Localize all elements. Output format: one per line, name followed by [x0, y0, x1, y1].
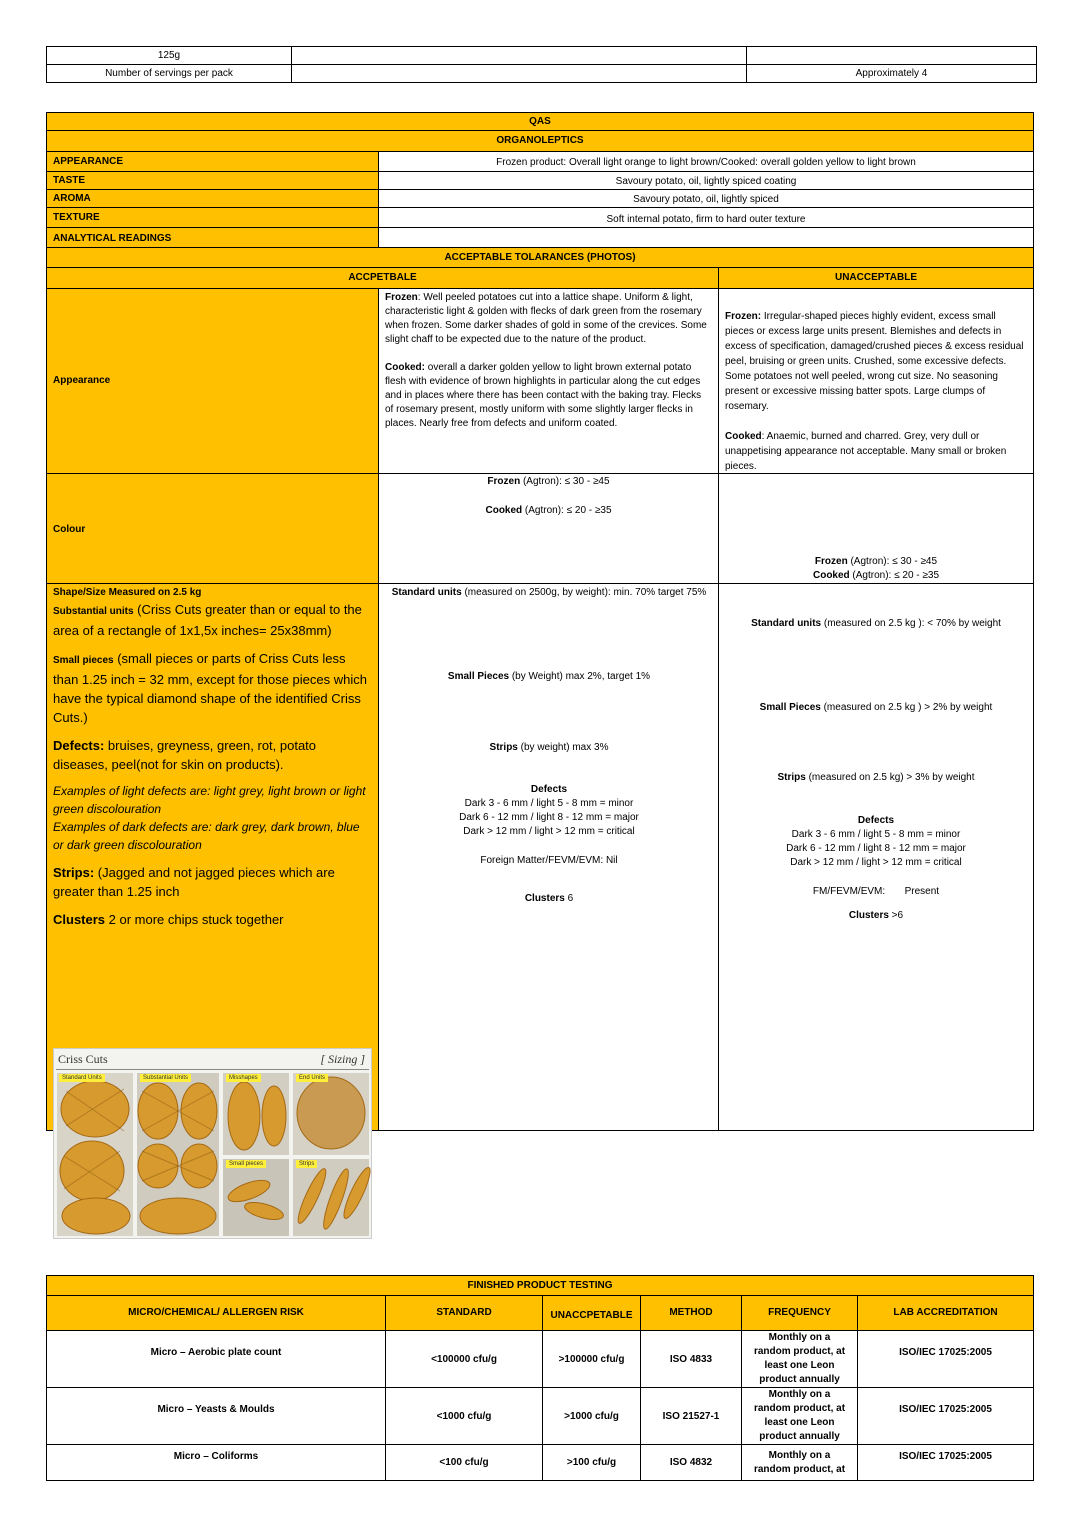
pack-size-cell	[47, 47, 292, 65]
risk-text: Micro – Aerobic plate count	[150, 1347, 282, 1358]
header-text: STANDARD	[436, 1307, 492, 1318]
un-strips	[719, 771, 1033, 785]
label-bold: Frozen:	[725, 311, 762, 322]
risk-cell	[47, 1331, 386, 1387]
shape-acceptable-cell	[379, 584, 719, 1130]
row-label-taste	[47, 172, 379, 190]
text: overall a darker golden yellow to light brown external potato flesh with evidence of brown highlights in particular along the cut edges and in places where there has been contact with the baking tray. Flecks of rosemary present, mostly uniform with some slightly larger flecks in places. Nearly free from defects and uniform coated.	[385, 362, 702, 429]
appearance-label: Appearance	[53, 375, 111, 386]
row-label-appearance	[47, 152, 379, 172]
label-bold: Cooked	[725, 431, 762, 442]
label-bold: Clusters	[524, 893, 565, 904]
colour-unacceptable-cell	[719, 474, 1033, 584]
risk-cell	[47, 1388, 386, 1444]
risk-text: Micro – Coliforms	[173, 1451, 259, 1462]
label-bold: Strips	[489, 742, 518, 753]
label-bold: Clusters	[53, 912, 106, 927]
appearance-label-cell	[47, 289, 379, 474]
row-value-texture	[379, 208, 1033, 228]
standard-text: <100 cfu/g	[439, 1457, 489, 1468]
spacer	[725, 414, 1027, 429]
small-pieces	[53, 649, 372, 727]
text: (Agtron): ≤ 20 - ≥35	[522, 505, 612, 516]
label-bold: Cooked	[812, 570, 850, 581]
unacceptable-text: >100000 cfu/g	[558, 1354, 625, 1365]
shape-label-cell	[47, 584, 379, 1167]
defects-def	[53, 736, 372, 774]
row-value-taste	[379, 172, 1033, 190]
value-text: Soft internal potato, firm to hard outer texture	[606, 213, 806, 225]
label-bold: Strips:	[53, 865, 95, 880]
frequency-text: Monthly on a random product, at	[753, 1450, 846, 1475]
lab-text: ISO/IEC 17025:2005	[899, 1347, 992, 1358]
appearance-un-cooked	[725, 429, 1027, 474]
frequency-text: Monthly on a random product, at least one Leon product annually	[753, 1389, 846, 1442]
method-text: ISO 4833	[669, 1354, 713, 1365]
appearance-un-frozen	[725, 309, 1027, 414]
acc-defect-critical: Dark > 12 mm / light > 12 mm = critical	[463, 826, 635, 837]
label-text: AROMA	[53, 192, 91, 204]
method-text: ISO 21527-1	[662, 1411, 720, 1422]
lab-text: ISO/IEC 17025:2005	[899, 1404, 992, 1415]
photo-divider	[56, 1069, 369, 1070]
lab-text: ISO/IEC 17025:2005	[899, 1451, 992, 1462]
strips-def	[53, 863, 372, 901]
fpt-header-standard	[386, 1296, 543, 1331]
value-text: Savoury potato, oil, lightly spiced	[633, 193, 779, 205]
un-small-pieces	[719, 701, 1033, 715]
text: (Criss Cuts greater than or equal to the area of a rectangle of 1x1,5x inches= 25x38mm)	[53, 602, 362, 638]
appearance-acc-cooked	[385, 361, 712, 431]
label-bold: Small Pieces	[759, 702, 821, 713]
row-value-appearance	[379, 152, 1033, 172]
frequency-cell	[742, 1331, 858, 1387]
organoleptics-title	[47, 131, 1033, 152]
shape-title: Shape/Size Measured on 2.5 kg	[53, 587, 202, 598]
frequency-cell	[742, 1388, 858, 1444]
label-bold: Small pieces	[53, 655, 114, 666]
acceptable-header	[47, 268, 719, 289]
header-text: UNACCPETABLE	[550, 1310, 633, 1321]
photo-tag-misshapes: Misshapes	[226, 1074, 261, 1082]
fpt-header-method	[641, 1296, 742, 1331]
acc-clusters	[379, 892, 719, 906]
finished-product-testing-table	[46, 1275, 1034, 1481]
text: (Jagged and not jagged pieces which are greater than 1.25 inch	[53, 865, 335, 899]
text: bruises, greyness, green, rot, potato diseases, peel(not for skin on products).	[53, 738, 317, 772]
standard-text: <1000 cfu/g	[436, 1411, 492, 1422]
colour-acceptable-cell	[379, 474, 719, 584]
header-text: FREQUENCY	[768, 1307, 831, 1318]
photo-tag-substantial: Substantial Units	[140, 1074, 191, 1082]
standard-text: <100000 cfu/g	[431, 1354, 497, 1365]
standard-cell	[386, 1388, 543, 1444]
row-value-aroma	[379, 190, 1033, 208]
label-bold: Frozen	[814, 556, 848, 567]
substantial-units	[53, 600, 372, 640]
colour-acc-frozen	[379, 475, 718, 489]
appearance-unacceptable-cell	[719, 289, 1033, 474]
label-bold: Frozen	[487, 476, 521, 487]
qas-title-text: QAS	[529, 115, 551, 127]
row-value-analytical	[379, 228, 1033, 248]
text: : Well peeled potatoes cut into a lattice shape. Uniform & light, characteristic light & golden with flecks of dark green from the rosemary when frozen. Some darker shades of gold in some of the crevices. Some slight chaff to be expected due to the nature of the product.	[385, 292, 707, 345]
photo-sizing: [ Sizing ]	[320, 1052, 365, 1066]
fpt-row-3	[47, 1445, 1033, 1480]
fpt-header-risk	[47, 1296, 386, 1331]
colour-un-frozen	[719, 555, 1033, 569]
fpt-header-lab	[858, 1296, 1033, 1331]
text: (measured on 2.5 kg) > 3% by weight	[805, 772, 975, 783]
photo-title: Criss Cuts	[58, 1052, 108, 1066]
text: (Agtron): ≤ 20 - ≥35	[849, 570, 940, 581]
lab-cell	[858, 1331, 1033, 1387]
text: : Anaemic, burned and charred. Grey, very dull or unappetising appearance not acceptable. Many small or broken pieces.	[725, 431, 1007, 472]
unacceptable-cell	[543, 1445, 641, 1480]
unacceptable-cell	[543, 1388, 641, 1444]
text: 6	[564, 893, 574, 904]
acc-strips	[379, 741, 719, 755]
spacer	[379, 489, 718, 504]
risk-cell	[47, 1445, 386, 1480]
fpt-header-unacceptable	[543, 1296, 641, 1331]
header-text: LAB ACCREDITATION	[893, 1307, 998, 1318]
label-text: ANALYTICAL READINGS	[53, 233, 172, 244]
unacceptable-header-text: UNACCEPTABLE	[834, 272, 918, 283]
text: (measured on 2.5 kg ): < 70% by weight	[821, 618, 1001, 629]
header-text: METHOD	[669, 1307, 713, 1318]
clusters-def	[53, 910, 372, 929]
method-cell	[641, 1445, 742, 1480]
acc-defect-major: Dark 6 - 12 mm / light 8 - 12 mm = major	[459, 812, 639, 823]
text: Irregular-shaped pieces highly evident, excess small pieces or excess large units present. Blemishes and defects in excess of specification, damaged/crushed pieces & excess residual peel, bruising or green units. Crushed, some excessive defects. Some potatoes not well peeled, wrong cut size. No seasoning present or excessive missing batter spots. Large clumps of rosemary.	[725, 311, 1024, 412]
frequency-text: Monthly on a random product, at least one Leon product annually	[753, 1332, 846, 1385]
label-bold: Standard units	[751, 618, 822, 629]
fpt-title-text: FINISHED PRODUCT TESTING	[467, 1279, 613, 1291]
label-bold: Cooked	[485, 505, 523, 516]
method-text: ISO 4832	[669, 1457, 713, 1468]
organoleptics-text: ORGANOLEPTICS	[496, 135, 584, 146]
shape-unacceptable-cell	[719, 584, 1033, 1130]
photo-tag-strips: Strips	[296, 1160, 317, 1168]
colour-label: Colour	[53, 523, 86, 535]
unacceptable-text: >100 cfu/g	[566, 1457, 617, 1468]
servings-label: Number of servings per pack	[105, 67, 233, 79]
label-bold: Substantial units	[53, 606, 134, 617]
label-bold: Defects:	[53, 738, 105, 753]
acc-small-pieces	[379, 670, 719, 684]
pack-size: 125g	[157, 49, 181, 61]
lab-cell	[858, 1388, 1033, 1444]
servings-value-cell	[747, 65, 1036, 82]
frequency-cell	[742, 1445, 858, 1480]
risk-text: Micro – Yeasts & Moulds	[157, 1404, 275, 1415]
value-text: Savoury potato, oil, lightly spiced coating	[615, 175, 797, 187]
light-defects-example: Examples of light defects are: light grey, light brown or light green discolouration	[53, 784, 366, 816]
un-defect-critical: Dark > 12 mm / light > 12 mm = critical	[790, 857, 962, 868]
photo-tag-small: Small pieces	[226, 1160, 266, 1168]
un-defects-title: Defects	[857, 815, 895, 826]
acc-defects-title: Defects	[530, 784, 568, 795]
servings-label-cell	[47, 65, 292, 82]
text: >6	[888, 910, 904, 921]
acceptable-header-text: ACCPETBALE	[348, 272, 417, 283]
unacceptable-header	[719, 268, 1033, 289]
fpt-header-frequency	[742, 1296, 858, 1331]
text: (measured on 2500g, by weight): min. 70% target 75%	[461, 587, 707, 598]
photo-tag-end: End Units	[296, 1074, 328, 1082]
text: (by weight) max 3%	[517, 742, 609, 753]
label-bold: Frozen	[385, 292, 418, 303]
text: (Agtron): ≤ 30 - ≥45	[847, 556, 938, 567]
empty-cell	[747, 47, 1036, 65]
method-cell	[641, 1331, 742, 1387]
standard-cell	[386, 1445, 543, 1480]
unacceptable-text: >1000 cfu/g	[564, 1411, 619, 1422]
text: 2 or more chips stuck together	[105, 912, 284, 927]
fpt-title	[47, 1276, 1033, 1296]
empty-cell	[292, 65, 747, 82]
unacceptable-cell	[543, 1331, 641, 1387]
acc-defect-minor: Dark 3 - 6 mm / light 5 - 8 mm = minor	[464, 798, 634, 809]
un-clusters	[719, 909, 1033, 923]
appearance-acc-frozen	[385, 291, 712, 347]
acc-foreign-matter: Foreign Matter/FEVM/EVM: Nil	[480, 855, 618, 866]
standard-cell	[386, 1331, 543, 1387]
text: (by Weight) max 2%, target 1%	[509, 671, 651, 682]
label-bold: Clusters	[848, 910, 889, 921]
label-bold: Cooked:	[385, 362, 425, 373]
row-label-texture	[47, 208, 379, 228]
text: (small pieces or parts of Criss Cuts less than 1.25 inch = 32 mm, except for those pieces which have the typical diamond shape of the identified Criss Cuts.)	[53, 651, 367, 725]
qas-table	[46, 112, 1034, 1167]
criss-cuts-sizing-photo	[53, 1048, 372, 1239]
colour-acc-cooked	[379, 504, 718, 518]
tolerances-text: ACCEPTABLE TOLARANCES (PHOTOS)	[444, 251, 636, 263]
empty-cell	[292, 47, 747, 65]
criss-cut-photos	[54, 1071, 371, 1238]
method-cell	[641, 1388, 742, 1444]
text: (Agtron): ≤ 30 - ≥45	[520, 476, 610, 487]
acc-standard-units	[389, 586, 709, 600]
label-text: APPEARANCE	[53, 155, 124, 167]
servings-value: Approximately 4	[855, 67, 928, 79]
label-text: TASTE	[53, 174, 86, 186]
header-text: MICRO/CHEMICAL/ ALLERGEN RISK	[128, 1307, 304, 1318]
tolerances-title	[47, 248, 1033, 268]
label-bold: Small Pieces	[447, 671, 510, 682]
fpt-row-1	[47, 1331, 1033, 1388]
colour-un-cooked	[719, 569, 1033, 583]
fpt-row-2	[47, 1388, 1033, 1445]
photo-tag-standard: Standard Units	[59, 1074, 105, 1082]
lab-cell	[858, 1445, 1033, 1480]
dark-defects-example: Examples of dark defects are: dark grey, dark brown, blue or dark green discolouration	[53, 820, 360, 852]
label-bold: Strips	[777, 772, 806, 783]
servings-table	[46, 46, 1037, 83]
spacer	[385, 347, 712, 361]
row-label-aroma	[47, 190, 379, 208]
un-defect-major: Dark 6 - 12 mm / light 8 - 12 mm = major	[786, 843, 966, 854]
un-defect-minor: Dark 3 - 6 mm / light 5 - 8 mm = minor	[791, 829, 961, 840]
label-bold: Standard units	[391, 587, 462, 598]
colour-label-cell	[47, 474, 379, 584]
un-standard-units	[719, 617, 1033, 631]
text: (measured on 2.5 kg ) > 2% by weight	[820, 702, 993, 713]
label-text: TEXTURE	[53, 211, 100, 223]
value-text: Frozen product: Overall light orange to light brown/Cooked: overall golden yellow to light brown	[496, 157, 916, 168]
qas-title	[47, 113, 1033, 131]
un-foreign-matter: FM/FEVM/EVM: Present	[812, 886, 940, 897]
row-label-analytical	[47, 228, 379, 248]
appearance-acceptable-cell	[379, 289, 719, 474]
